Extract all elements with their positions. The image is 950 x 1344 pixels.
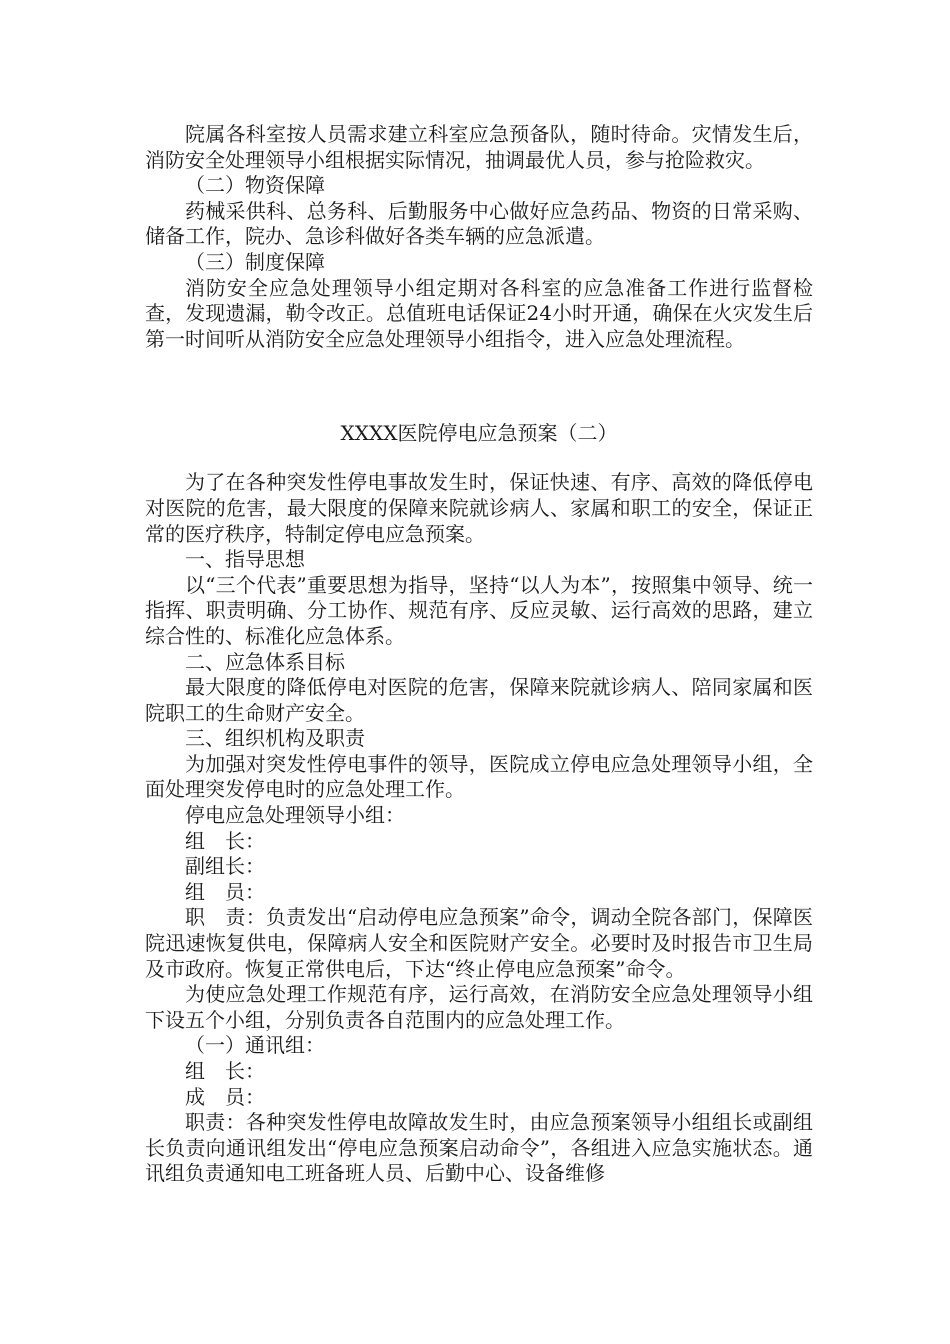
heading-system-support: （三）制度保障 xyxy=(185,249,325,274)
paragraph-organization: 为加强对突发性停电事件的领导，医院成立停电应急处理领导小组，全面处理突发停电时的应急处理工作。 xyxy=(145,751,813,802)
section-gap xyxy=(145,352,813,420)
paragraph-system-goal: 最大限度的降低停电对医院的危害，保障来院就诊病人、陪同家属和医院职工的生命财产安全。 xyxy=(145,675,813,725)
paragraph-communication-duty: 职责：各种突发性停电故障故发生时，由应急预案领导小组组长或副组长负责向通讯组发出“停电应急预案启动命令”，各组进入应急实施状态。通讯组负责通知电工班备班人员、后勤中心、设备维修 xyxy=(145,1110,813,1186)
heading-organization: 三、组织机构及职责 xyxy=(185,726,365,751)
paragraph-material-support: 药械采供科、总务科、后勤服务中心做好应急药品、物资的日常采购、储备工作，院办、急诊科做好各类车辆的应急派遣。 xyxy=(145,198,813,249)
paragraph-system-support: 消防安全应急处理领导小组定期对各科室的应急准备工作进行监督检查，发现遗漏，勒令改正。总值班电话保证24小时开通，确保在火灾发生后第一时间听从消防安全应急处理领导小组指令，进入应急处理流程。 xyxy=(145,275,813,351)
leader-group-label: 停电应急处理领导小组： xyxy=(185,803,405,828)
paragraph-guiding-principle: 以“三个代表”重要思想为指导，坚持“以人为本”，按照集中领导、统一指挥、职责明确、分工协作、规范有序、反应灵敏、运行高效的思路，建立综合性的、标准化应急体系。 xyxy=(145,572,813,648)
heading-communication-group: （一）通讯组： xyxy=(185,1033,325,1058)
communication-member-label: 成 员： xyxy=(185,1084,265,1109)
heading-system-goal: 二、应急体系目标 xyxy=(185,649,345,674)
leader-label: 组 长： xyxy=(185,828,265,853)
paragraph-intro: 为了在各种突发性停电事故发生时，保证快速、有序、高效的降低停电对医院的危害，最大限度的保障来院就诊病人、家属和职工的安全，保证正常的医疗秩序，特制定停电应急预案。 xyxy=(145,470,813,546)
paragraph-subgroups: 为使应急处理工作规范有序，运行高效，在消防安全应急处理领导小组下设五个小组，分别负责各自范围内的应急处理工作。 xyxy=(145,982,813,1032)
paragraph-duty: 职 责：负责发出“启动停电应急预案”命令，调动全院各部门，保障医院迅速恢复供电，保障病人安全和医院财产安全。必要时及时报告市卫生局及市政府。恢复正常供电后，下达“终止停电应急预案”命令。 xyxy=(145,905,813,981)
heading-guiding-principle: 一、指导思想 xyxy=(185,547,305,572)
document-title: XXXX医院停电应急预案（二） xyxy=(340,421,618,446)
communication-leader-label: 组 长： xyxy=(185,1059,265,1083)
document-page xyxy=(145,122,813,1187)
deputy-label: 副组长： xyxy=(185,854,265,879)
paragraph-reserve-team: 院属各科室按人员需求建立科室应急预备队，随时待命。灾情发生后，消防安全处理领导小组根据实际情况，抽调最优人员，参与抢险救灾。 xyxy=(145,122,813,172)
heading-material-support: （二）物资保障 xyxy=(185,173,325,198)
member-label: 组 员： xyxy=(185,879,265,904)
